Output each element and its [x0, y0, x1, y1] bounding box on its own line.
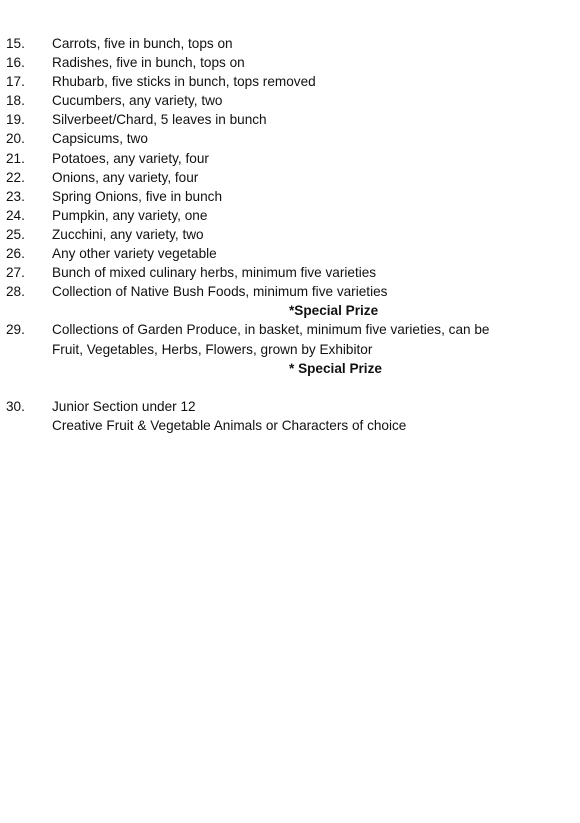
description-line: Junior Section under 12	[52, 398, 196, 414]
list-item-24	[6, 206, 566, 225]
class-description	[52, 206, 566, 225]
class-description	[52, 110, 566, 129]
description-line: Silverbeet/Chard, 5 leaves in bunch	[52, 112, 267, 128]
class-description	[52, 225, 566, 244]
class-description	[52, 320, 566, 377]
description-line: Collections of Garden Produce, in basket, minimum five varieties, can be	[52, 322, 490, 338]
class-number: 18.	[6, 93, 25, 109]
class-description	[52, 397, 566, 435]
description-line: Bunch of mixed culinary herbs, minimum five varieties	[52, 265, 377, 281]
class-number: 20.	[6, 131, 25, 147]
list-item-23	[6, 187, 566, 206]
class-description	[52, 263, 566, 282]
special-prize-label: *Special Prize	[289, 303, 379, 319]
class-description	[52, 129, 566, 148]
list-item-19	[6, 110, 566, 129]
class-description	[52, 91, 566, 110]
class-description	[52, 244, 566, 263]
list-item-26	[6, 244, 566, 263]
description-line: Onions, any variety, four	[52, 169, 199, 185]
description-line: Creative Fruit & Vegetable Animals or Characters of choice	[52, 417, 407, 433]
list-item-27	[6, 263, 566, 282]
class-number: 29.	[6, 322, 25, 338]
list-item-16	[6, 53, 566, 72]
class-number: 25.	[6, 226, 25, 242]
class-description	[52, 34, 566, 53]
description-line: Potatoes, any variety, four	[52, 150, 209, 166]
class-number: 26.	[6, 246, 25, 262]
vegetable-class-list	[6, 34, 566, 435]
list-item-21	[6, 149, 566, 168]
description-line: Capsicums, two	[52, 131, 148, 147]
class-number: 27.	[6, 265, 25, 281]
list-item-18	[6, 91, 566, 110]
class-number: 21.	[6, 150, 25, 166]
description-line: Radishes, five in bunch, tops on	[52, 55, 245, 71]
description-line: Zucchini, any variety, two	[52, 226, 204, 242]
class-description	[52, 282, 566, 320]
description-line: Rhubarb, five sticks in bunch, tops removed	[52, 74, 316, 90]
list-item-22	[6, 168, 566, 187]
class-description	[52, 187, 566, 206]
list-item-15	[6, 34, 566, 53]
class-number: 16.	[6, 55, 25, 71]
class-number: 24.	[6, 207, 25, 223]
class-number: 30.	[6, 398, 25, 414]
description-line: Any other variety vegetable	[52, 246, 217, 262]
list-item-30	[6, 397, 566, 435]
description-line: Pumpkin, any variety, one	[52, 207, 208, 223]
description-line: Spring Onions, five in bunch	[52, 188, 223, 204]
class-number: 22.	[6, 169, 25, 185]
special-prize-label: * Special Prize	[289, 360, 382, 376]
class-description	[52, 149, 566, 168]
class-number: 28.	[6, 284, 25, 300]
list-item-29	[6, 320, 566, 377]
description-line: Collection of Native Bush Foods, minimum five varieties	[52, 284, 388, 300]
class-description	[52, 53, 566, 72]
list-item-28	[6, 282, 566, 320]
class-number: 19.	[6, 112, 25, 128]
description-line: Fruit, Vegetables, Herbs, Flowers, grown by Exhibitor	[52, 341, 373, 357]
list-item-20	[6, 129, 566, 148]
class-number: 17.	[6, 74, 25, 90]
class-description	[52, 72, 566, 91]
class-description	[52, 168, 566, 187]
description-line: Cucumbers, any variety, two	[52, 93, 223, 109]
list-item-25	[6, 225, 566, 244]
description-line: Carrots, five in bunch, tops on	[52, 36, 233, 51]
list-item-17	[6, 72, 566, 91]
class-number: 15.	[6, 36, 25, 51]
class-number: 23.	[6, 188, 25, 204]
